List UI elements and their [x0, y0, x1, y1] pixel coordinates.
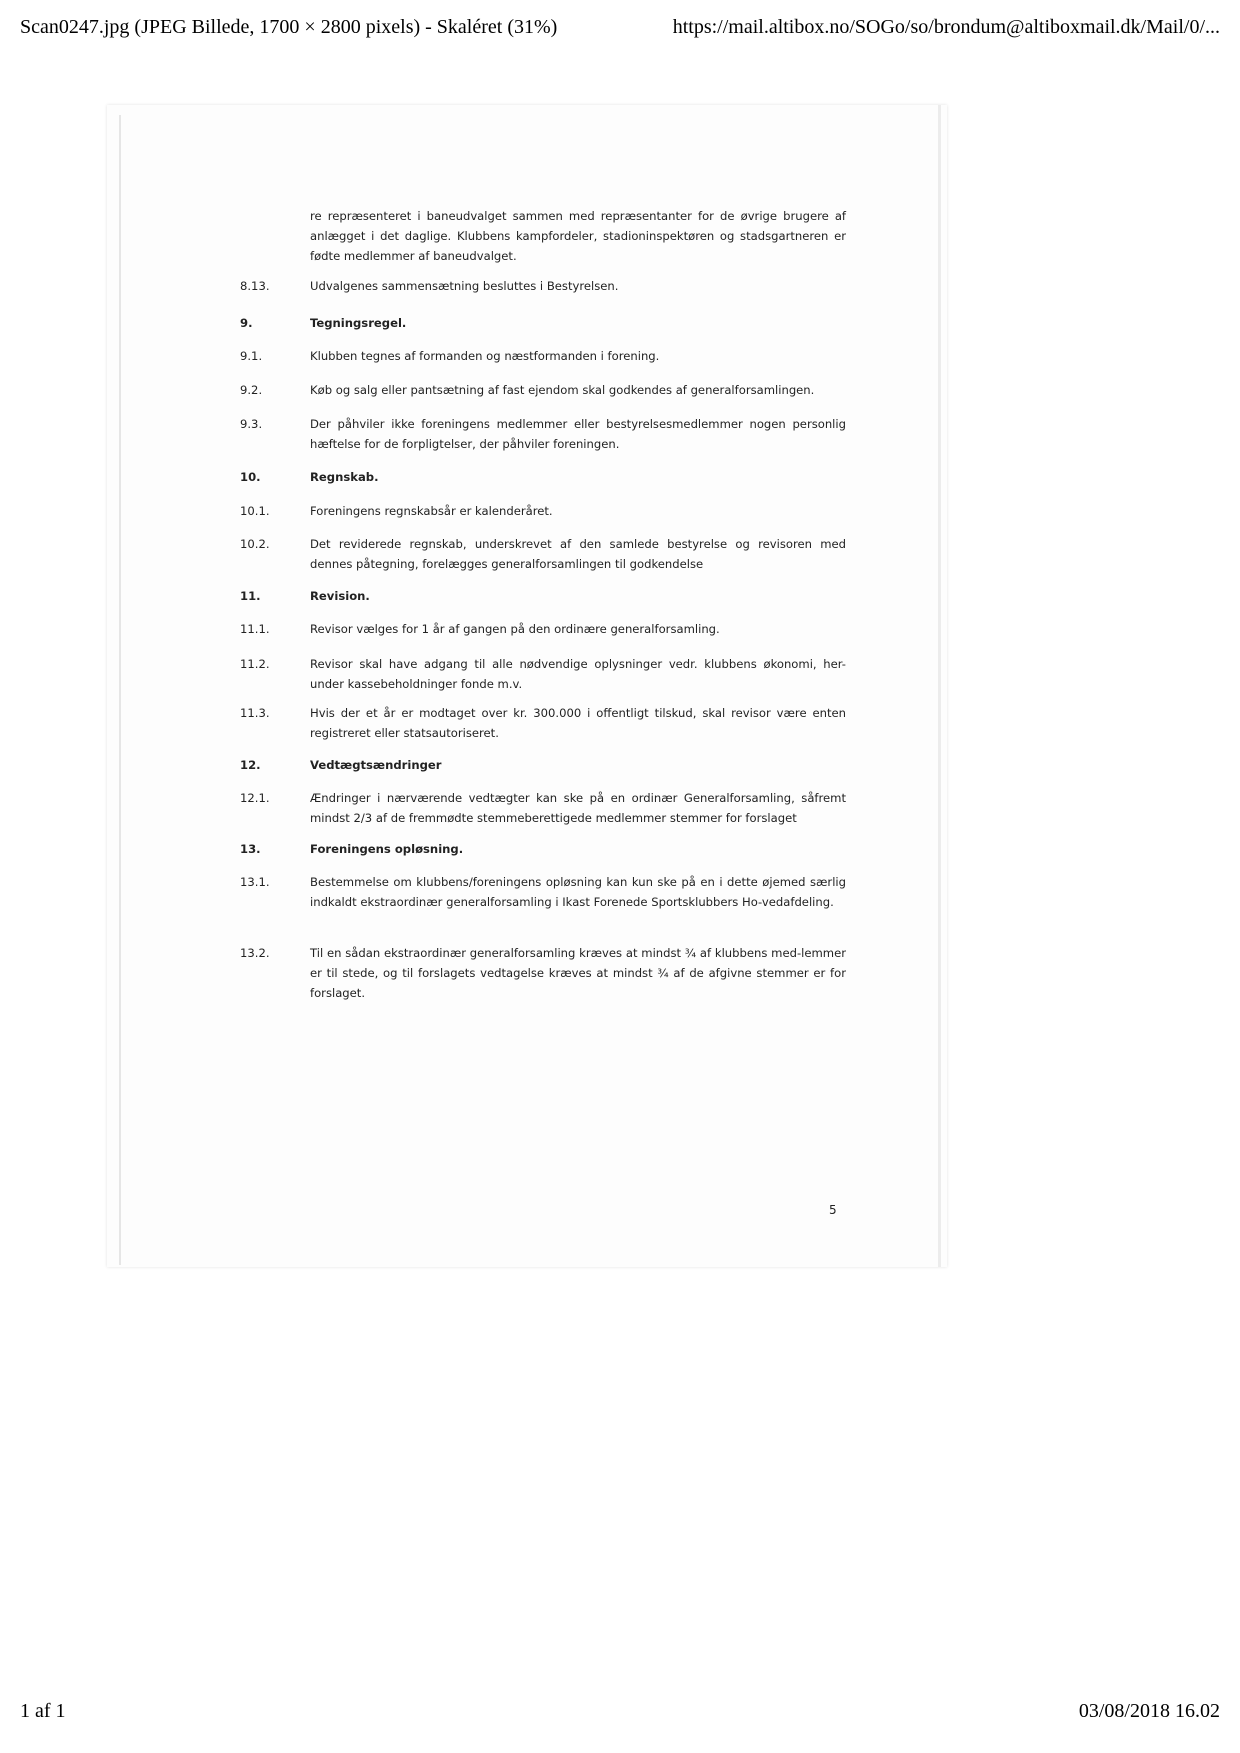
- paragraph-number: 11.3.: [240, 706, 270, 720]
- section-title: Tegningsregel.: [310, 316, 407, 330]
- paragraph-text: re repræsenteret i baneudvalget sammen med repræsentanter for de øvrige brugere af anlægget i det daglige. Klubbens kampfordeler, stadioninspektøren og stadsgartneren er fødte medlemmer af baneudvalget.: [310, 209, 846, 263]
- section-title: Regnskab.: [310, 470, 379, 484]
- print-footer-page-count: 1 af 1: [20, 1700, 66, 1722]
- paragraph-number: 10.2.: [240, 537, 270, 551]
- paragraph-text: Ændringer i nærværende vedtægter kan ske på en ordinær Generalforsamling, såfremt mindst 2/3 af de fremmødte stemmeberettigede medlemmer stemmer for forslaget: [310, 791, 846, 825]
- print-footer-timestamp: 03/08/2018 16.02: [1078, 1700, 1220, 1722]
- paragraph-text: Bestemmelse om klubbens/foreningens opløsning kan kun ske på en i dette øjemed særlig indkaldt ekstraordinær generalforsamling i Ikast Forenede Sportsklubbers Ho-vedafdeling.: [310, 875, 846, 909]
- section-title: Foreningens opløsning.: [310, 842, 464, 856]
- paragraph-text: Det reviderede regnskab, underskrevet af den samlede bestyrelse og revisoren med dennes påtegning, forelægges generalforsamlingen til godkendelse: [310, 537, 846, 571]
- paragraph-number: 9.2.: [240, 383, 263, 397]
- paragraph-number: 12.1.: [240, 791, 270, 805]
- page-number: 5: [829, 1203, 837, 1217]
- section-number: 9.: [240, 316, 253, 330]
- section-title: Vedtægtsændringer: [310, 758, 442, 772]
- section-number: 11.: [240, 589, 261, 603]
- section-title: Revision.: [310, 589, 370, 603]
- paragraph-text: Klubben tegnes af formanden og næstformanden i forening.: [310, 349, 660, 363]
- paragraph-number: 13.2.: [240, 946, 270, 960]
- print-header-title: Scan0247.jpg (JPEG Billede, 1700 × 2800 pixels) - Skaléret (31%): [20, 16, 558, 38]
- paragraph-number: 11.2.: [240, 657, 270, 671]
- paragraph-text: Udvalgenes sammensætning besluttes i Bestyrelsen.: [310, 279, 619, 293]
- print-header-url: https://mail.altibox.no/SOGo/so/brondum@altiboxmail.dk/Mail/0/...: [672, 16, 1220, 38]
- paragraph-text: Køb og salg eller pantsætning af fast ejendom skal godkendes af generalforsamlingen.: [310, 383, 815, 397]
- section-number: 12.: [240, 758, 261, 772]
- paragraph-text: Revisor vælges for 1 år af gangen på den ordinære generalforsamling.: [310, 622, 720, 636]
- paragraph-number: 8.13.: [240, 279, 270, 293]
- paragraph-number: 9.3.: [240, 417, 263, 431]
- paragraph-number: 10.1.: [240, 504, 270, 518]
- paragraph-text: Der påhviler ikke foreningens medlemmer eller bestyrelsesmedlemmer nogen personlig hæftelse for de forpligtelser, der påhviler foreningen.: [310, 417, 846, 451]
- paragraph-number: 13.1.: [240, 875, 270, 889]
- scanned-page: [107, 105, 947, 1267]
- paragraph-number: 9.1.: [240, 349, 263, 363]
- section-number: 10.: [240, 470, 261, 484]
- document-body: [107, 105, 947, 1267]
- paragraph-text: Revisor skal have adgang til alle nødvendige oplysninger vedr. klubbens økonomi, her-under kassebeholdninger fonde m.v.: [310, 657, 846, 691]
- paragraph-number: 11.1.: [240, 622, 270, 636]
- paragraph-text: Til en sådan ekstraordinær generalforsamling kræves at mindst ¾ af klubbens med-lemmer er til stede, og til forslagets vedtagelse kræves at mindst ¾ af de afgivne stemmer er for forslaget.: [310, 946, 846, 1000]
- paragraph-text: Hvis der et år er modtaget over kr. 300.000 i offentligt tilskud, skal revisor være enten registreret eller statsautoriseret.: [310, 706, 846, 740]
- section-number: 13.: [240, 842, 261, 856]
- paragraph-text: Foreningens regnskabsår er kalenderåret.: [310, 504, 553, 518]
